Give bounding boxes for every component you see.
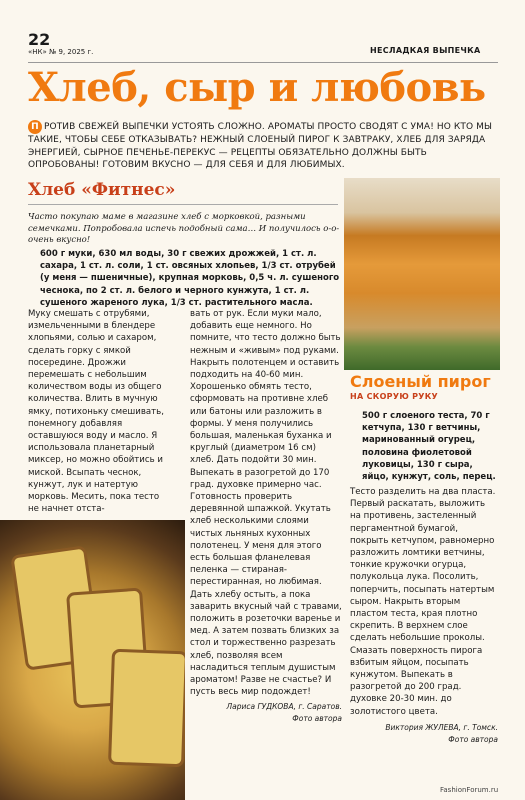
header-divider bbox=[28, 62, 498, 63]
issue-label: «НК» № 9, 2025 г. bbox=[28, 48, 94, 56]
page-title: Хлеб, сыр и любовь bbox=[28, 64, 486, 111]
recipe1-column-1: Муку смешать с отрубями, измельченными в блендере хлопьями, солью и сахаром, сделать горку с ямкой посередине. Дрожжи перемешать с небольшим количеством воды из общего количества. Влить в мучную ямку, потихоньку смешивать, понемногу добавляя оставшуюся воду и масло. Я использовала планетарный миксер, но можно обойтись и миской. Всыпать чеснок, кунжут, лук и натертую морковь. Месить, пока тесто не начнет отста- bbox=[28, 309, 164, 515]
lead-text: РОТИВ СВЕЖЕЙ ВЫПЕЧКИ УСТОЯТЬ СЛОЖНО. АРОМАТЫ ПРОСТО СВОДЯТ С УМА! НО КТО МЫ ТАКИЕ, ЧТОБЫ СЕБЕ ОТКАЗЫВАТЬ? НЕЖНЫЙ СЛОЕНЫЙ ПИРОГ К ЗАВТРАКУ, ХЛЕБ ДЛЯ ЗАРЯДА ЭНЕРГИЕЙ, СЫРНОЕ ПЕЧЕНЬЕ-ПЕРЕКУС — РЕЦЕПТЫ ОБЯЗАТЕЛЬНО ДОЛЖНЫ БЫТЬ ОПРОБОВАНЫ! ГОТОВИМ ВКУСНО — ДЛЯ СЕБЯ И ДЛЯ ЛЮБИМЫХ. bbox=[28, 122, 493, 170]
lead-paragraph bbox=[28, 120, 498, 172]
recipe2-title: Слоеный пирог bbox=[350, 372, 491, 391]
recipe1-column-2 bbox=[190, 308, 342, 725]
bread-slice bbox=[108, 649, 185, 768]
recipe2-ingredients: 500 г слоеного теста, 70 г кетчупа, 130 г ветчины, маринованный огурец, половина фиолетовой луковицы, 130 г сыра, яйцо, кунжут, соль, перец. bbox=[362, 411, 496, 483]
recipe2-column bbox=[350, 486, 498, 746]
dropcap: П bbox=[28, 120, 42, 134]
watermark: FashionForum.ru bbox=[440, 786, 499, 794]
recipe1-divider bbox=[28, 204, 338, 205]
recipe1-author: Лариса ГУДКОВА, г. Саратов. bbox=[226, 701, 342, 711]
recipe2-author: Виктория ЖУЛЕВА, г. Томск. bbox=[385, 722, 498, 732]
pie-photo bbox=[344, 178, 500, 370]
recipe2-text: Тесто разделить на два пласта. Первый раскатать, выложить на противень, застеленный пергаментной бумагой, покрыть кетчупом, равномерно разложить ломтики ветчины, тонкие кружочки огурца, полукольца лука. Посолить, поперчить, посыпать натертым сыром. Накрыть вторым пластом теста, края плотно скрепить. В верхнем слое сделать небольшие проколы. Смазать поверхность пирога взбитым яйцом, посыпать кунжутом. Выпекать в разогретой до 200 град. духовке 20-30 мин. до золотистого цвета. bbox=[350, 487, 496, 717]
recipe1-ingredients: 600 г муки, 630 мл воды, 30 г свежих дрожжей, 1 ст. л. сахара, 1 ст. л. соли, 1 ст. овсяных хлопьев, 1/3 ст. отрубей (у меня — пшеничные), крупная морковь, 0,5 ч. л. сушеного чеснока, по 2 ст. л. белого и черного кунжута, 1 ст. л. сушеного жареного лука, 1/3 ст. растительного масла. bbox=[40, 249, 340, 308]
bread-photo bbox=[0, 520, 185, 800]
recipe1-intro: Часто покупаю маме в магазине хлеб с морковкой, разными семечками. Попробовала испечь подобный сама… И получилось о-о-очень вкусно! bbox=[28, 212, 340, 245]
recipe1-photo-credit: Фото автора bbox=[292, 713, 342, 723]
section-label: НЕСЛАДКАЯ ВЫПЕЧКА bbox=[370, 46, 481, 55]
recipe2-subtitle: НА СКОРУЮ РУКУ bbox=[350, 392, 439, 401]
page-number: 22 bbox=[28, 30, 51, 49]
recipe2-photo-credit: Фото автора bbox=[448, 735, 498, 745]
recipe1-title: Хлеб «Фитнес» bbox=[28, 180, 176, 200]
recipe1-column-2-text: вать от рук. Если муки мало, добавить еще немного. Но помните, что тесто должно быть нежным и «живым» под руками. Накрыть полотенцем и оставить подходить на 40-60 мин. Хорошенько обмять тесто, сформовать на противне хлеб или батоны или разложить в формы. У меня получились большая, маленькая буханка и круглый (диаметром 16 см) хлеб. Дать подойти 30 мин. Выпекать в разогретой до 170 град. духовке примерно час. Готовность проверить деревянной шпажкой. Укутать хлеб несколькими слоями чистых льняных кухонных полотенец. У меня для этого есть большая фланелевая пеленка — стираная-перестиранная, но любимая. Дать хлебу остыть, а пока заварить вкусный чай с травами, положить в розеточки варенье и мед. А затем позвать близких за стол и торжественно разрезать хлеб, позволяя всем насладиться теплым душистым ароматом! Разве не счастье? И пусть весь мир подождет! bbox=[190, 309, 342, 698]
